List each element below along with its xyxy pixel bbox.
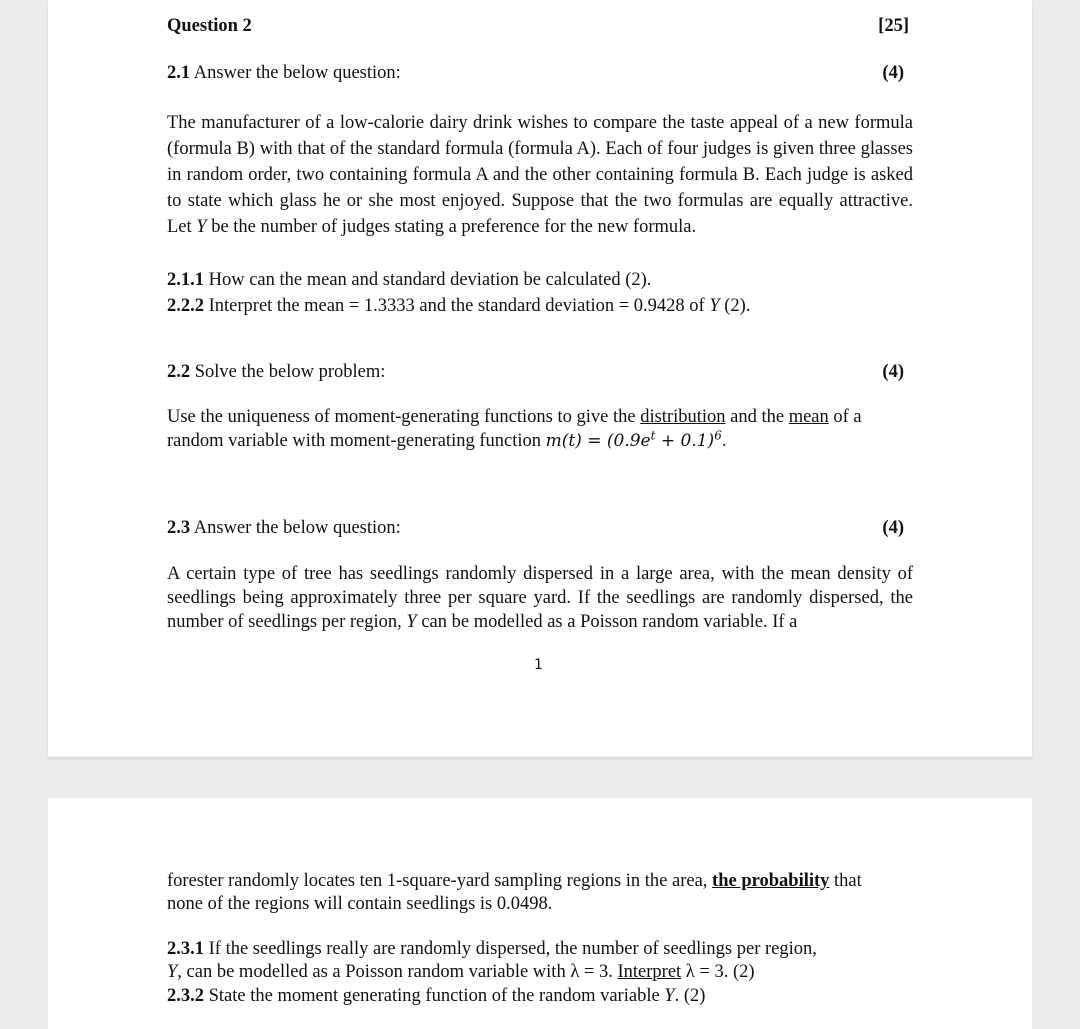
document-page-1 — [48, 0, 1032, 757]
paragraph-text: The manufacturer of a low-calorie dairy drink wishes to compare the taste appeal of a new formula (formula B) with that of the standard formula (formula A). Each of four judges is given three glasses in random order, two containing formula A and the other containing formula B. Each judge is asked to state which glass he or she most enjoyed. Suppose that the two formulas are equally attractive. Let — [167, 113, 913, 237]
question-number: 2.3.1 — [167, 939, 204, 959]
question-title: Question 2 — [167, 16, 252, 36]
question-text: How can the mean and standard deviation be calculated (2). — [204, 270, 652, 290]
question-text: State the moment generating function of the random variable — [204, 986, 665, 1006]
continued-line-1 — [167, 869, 862, 893]
question-number: 2.1.1 — [167, 270, 204, 290]
question-2-2-2 — [167, 294, 750, 318]
text: random variable with moment-generating function — [167, 431, 546, 451]
continued-line-2: none of the regions will contain seedlings is 0.0498. — [167, 894, 553, 914]
mean-underlined: mean — [788, 407, 829, 427]
section-2-1-marks: (4) — [882, 63, 904, 83]
distribution-underlined: distribution — [640, 407, 726, 427]
text: that — [829, 871, 862, 891]
question-marks: [25] — [878, 16, 909, 36]
section-2-1-paragraph — [167, 110, 913, 240]
question-text-end: (2). — [719, 296, 751, 316]
paragraph-text-end: can be modelled as a Poisson random variable. If a — [416, 612, 798, 632]
question-number: 2.3.2 — [167, 986, 204, 1006]
question-text-end: λ = 3. (2) — [681, 962, 755, 982]
formula-exponent-6: 6 — [714, 428, 722, 443]
question-2-1-1 — [167, 268, 651, 292]
question-text-end: . (2) — [674, 986, 706, 1006]
text: of a — [828, 407, 862, 427]
formula-exponent-t: t — [650, 428, 656, 443]
page-number: 1 — [534, 657, 543, 673]
section-2-3-heading — [167, 516, 401, 540]
question-text: , can be modelled as a Poisson random variable with λ = 3. — [177, 962, 618, 982]
section-heading-text: Solve the below problem: — [190, 362, 386, 382]
question-text: If the seedlings really are randomly dispersed, the number of seedlings per region, — [204, 939, 817, 959]
interpret-underlined: Interpret — [617, 962, 682, 982]
section-2-3-marks: (4) — [882, 518, 904, 538]
section-heading-text: Answer the below question: — [190, 518, 401, 538]
question-2-3-2 — [167, 984, 705, 1008]
question-2-3-1-line-1 — [167, 937, 817, 961]
formula-part: + 0.1) — [655, 431, 715, 451]
text: forester randomly locates ten 1-square-yard sampling regions in the area, — [167, 871, 713, 891]
formula-part: m(t) = (0.9e — [545, 431, 651, 451]
variable-y: Y — [709, 296, 720, 316]
text: . — [721, 431, 727, 451]
section-number: 2.2 — [167, 362, 191, 382]
variable-y: Y — [664, 986, 675, 1006]
paragraph-text-end: be the number of judges stating a preference for the new formula. — [206, 217, 697, 237]
variable-y: Y — [167, 962, 178, 982]
question-2-3-1-line-2 — [167, 960, 755, 984]
mgf-formula — [545, 428, 722, 451]
question-text: Interpret the mean = 1.3333 and the standard deviation = 0.9428 of — [204, 296, 710, 316]
variable-y: Y — [196, 217, 207, 237]
section-2-3-paragraph — [167, 562, 913, 634]
section-2-2-line-2 — [167, 429, 726, 453]
section-number: 2.3 — [167, 518, 191, 538]
section-2-1-heading — [167, 61, 401, 85]
paragraph-text: A certain type of tree has seedlings randomly dispersed in a large area, with the mean density of seedlings being approximately three per square yard. If the seedlings are randomly dispersed, the number of seedlings per region, — [167, 564, 913, 632]
question-number: 2.2.2 — [167, 296, 204, 316]
document-page-2 — [48, 798, 1032, 1029]
section-heading-text: Answer the below question: — [190, 63, 401, 83]
text: Use the uniqueness of moment-generating functions to give the — [167, 407, 641, 427]
section-2-2-marks: (4) — [882, 362, 904, 382]
section-2-2-heading — [167, 360, 385, 384]
variable-y: Y — [406, 612, 417, 632]
text: and the — [725, 407, 789, 427]
the-probability-underlined: the probability — [712, 871, 830, 891]
section-2-2-line-1 — [167, 405, 862, 429]
section-number: 2.1 — [167, 63, 191, 83]
